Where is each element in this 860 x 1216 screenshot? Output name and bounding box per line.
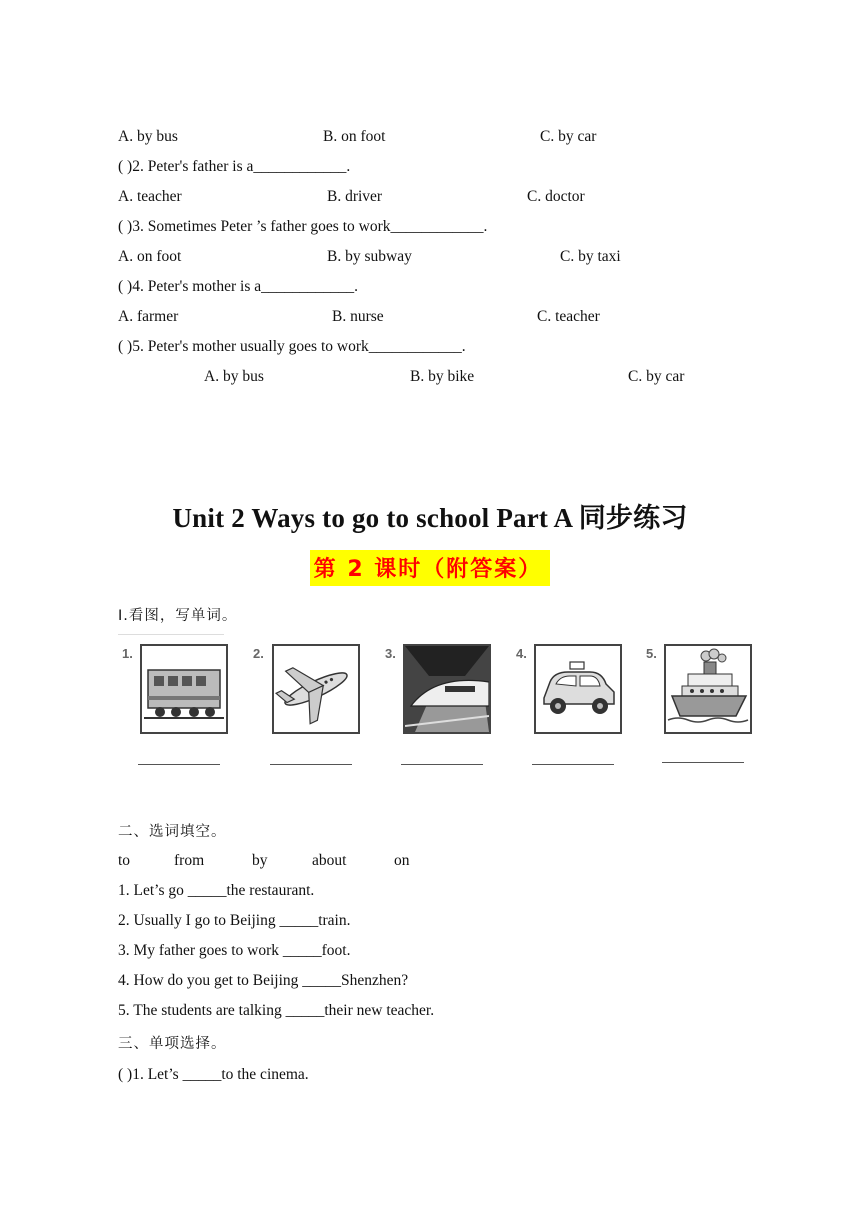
answer-line-4 (532, 764, 614, 765)
q3-stem: ( )3. Sometimes Peter ’s father goes to work____________. (118, 218, 488, 235)
q2-option-a: A. teacher (118, 188, 182, 205)
answer-line-2 (270, 764, 352, 765)
word-bank-item: to (118, 852, 131, 869)
picture-number-5: 5. (646, 646, 657, 661)
divider (118, 634, 224, 635)
q2-option-c: C. doctor (527, 188, 585, 205)
word-bank-item: on (394, 852, 410, 869)
section3-heading: 三、单项选择。 (118, 1036, 227, 1052)
fill-blank-item-3: 3. My father goes to work _____foot. (118, 942, 351, 959)
train-icon (140, 644, 228, 734)
fill-blank-item-5: 5. The students are talking _____their new teacher. (118, 1002, 435, 1019)
q1-option-c: C. by car (540, 128, 597, 145)
q3-option-b: B. by subway (327, 248, 412, 265)
plane-icon (272, 644, 360, 734)
q1-option-b: B. on foot (323, 128, 386, 145)
q4-option-c: C. teacher (537, 308, 600, 325)
lesson-subtitle: 第 2 课时（附答案） (310, 550, 551, 586)
q5-option-a: A. by bus (204, 368, 264, 385)
choice-item-1: ( )1. Let’s _____to the cinema. (118, 1066, 309, 1083)
picture-number-3: 3. (385, 646, 396, 661)
taxi-icon (534, 644, 622, 734)
section1-heading: Ⅰ.看图，写单词。 (118, 608, 238, 624)
picture-number-1: 1. (122, 646, 133, 661)
q2-option-b: B. driver (327, 188, 383, 205)
picture-number-2: 2. (253, 646, 264, 661)
fill-blank-item-4: 4. How do you get to Beijing _____Shenzhen? (118, 972, 409, 989)
word-bank-item: by (252, 852, 268, 869)
q5-option-c: C. by car (628, 368, 685, 385)
word-bank-item: from (174, 852, 205, 869)
q2-stem: ( )2. Peter's father is a____________. (118, 158, 351, 175)
word-bank-item: about (312, 852, 347, 869)
q4-option-a: A. farmer (118, 308, 179, 325)
subway-icon (403, 644, 491, 734)
ship-icon (664, 644, 752, 734)
q3-option-c: C. by taxi (560, 248, 621, 265)
q5-stem: ( )5. Peter's mother usually goes to work____________. (118, 338, 466, 355)
answer-line-1 (138, 764, 220, 765)
answer-line-3 (401, 764, 483, 765)
picture-number-4: 4. (516, 646, 527, 661)
q1-option-a: A. by bus (118, 128, 178, 145)
q3-option-a: A. on foot (118, 248, 182, 265)
q4-option-b: B. nurse (332, 308, 384, 325)
q4-stem: ( )4. Peter's mother is a____________. (118, 278, 358, 295)
fill-blank-item-1: 1. Let’s go _____the restaurant. (118, 882, 315, 899)
answer-line-5 (662, 762, 744, 763)
section2-heading: 二、选词填空。 (118, 824, 227, 840)
fill-blank-item-2: 2. Usually I go to Beijing _____train. (118, 912, 351, 929)
q5-option-b: B. by bike (410, 368, 475, 385)
page-title: Unit 2 Ways to go to school Part A 同步练习 (172, 503, 688, 533)
